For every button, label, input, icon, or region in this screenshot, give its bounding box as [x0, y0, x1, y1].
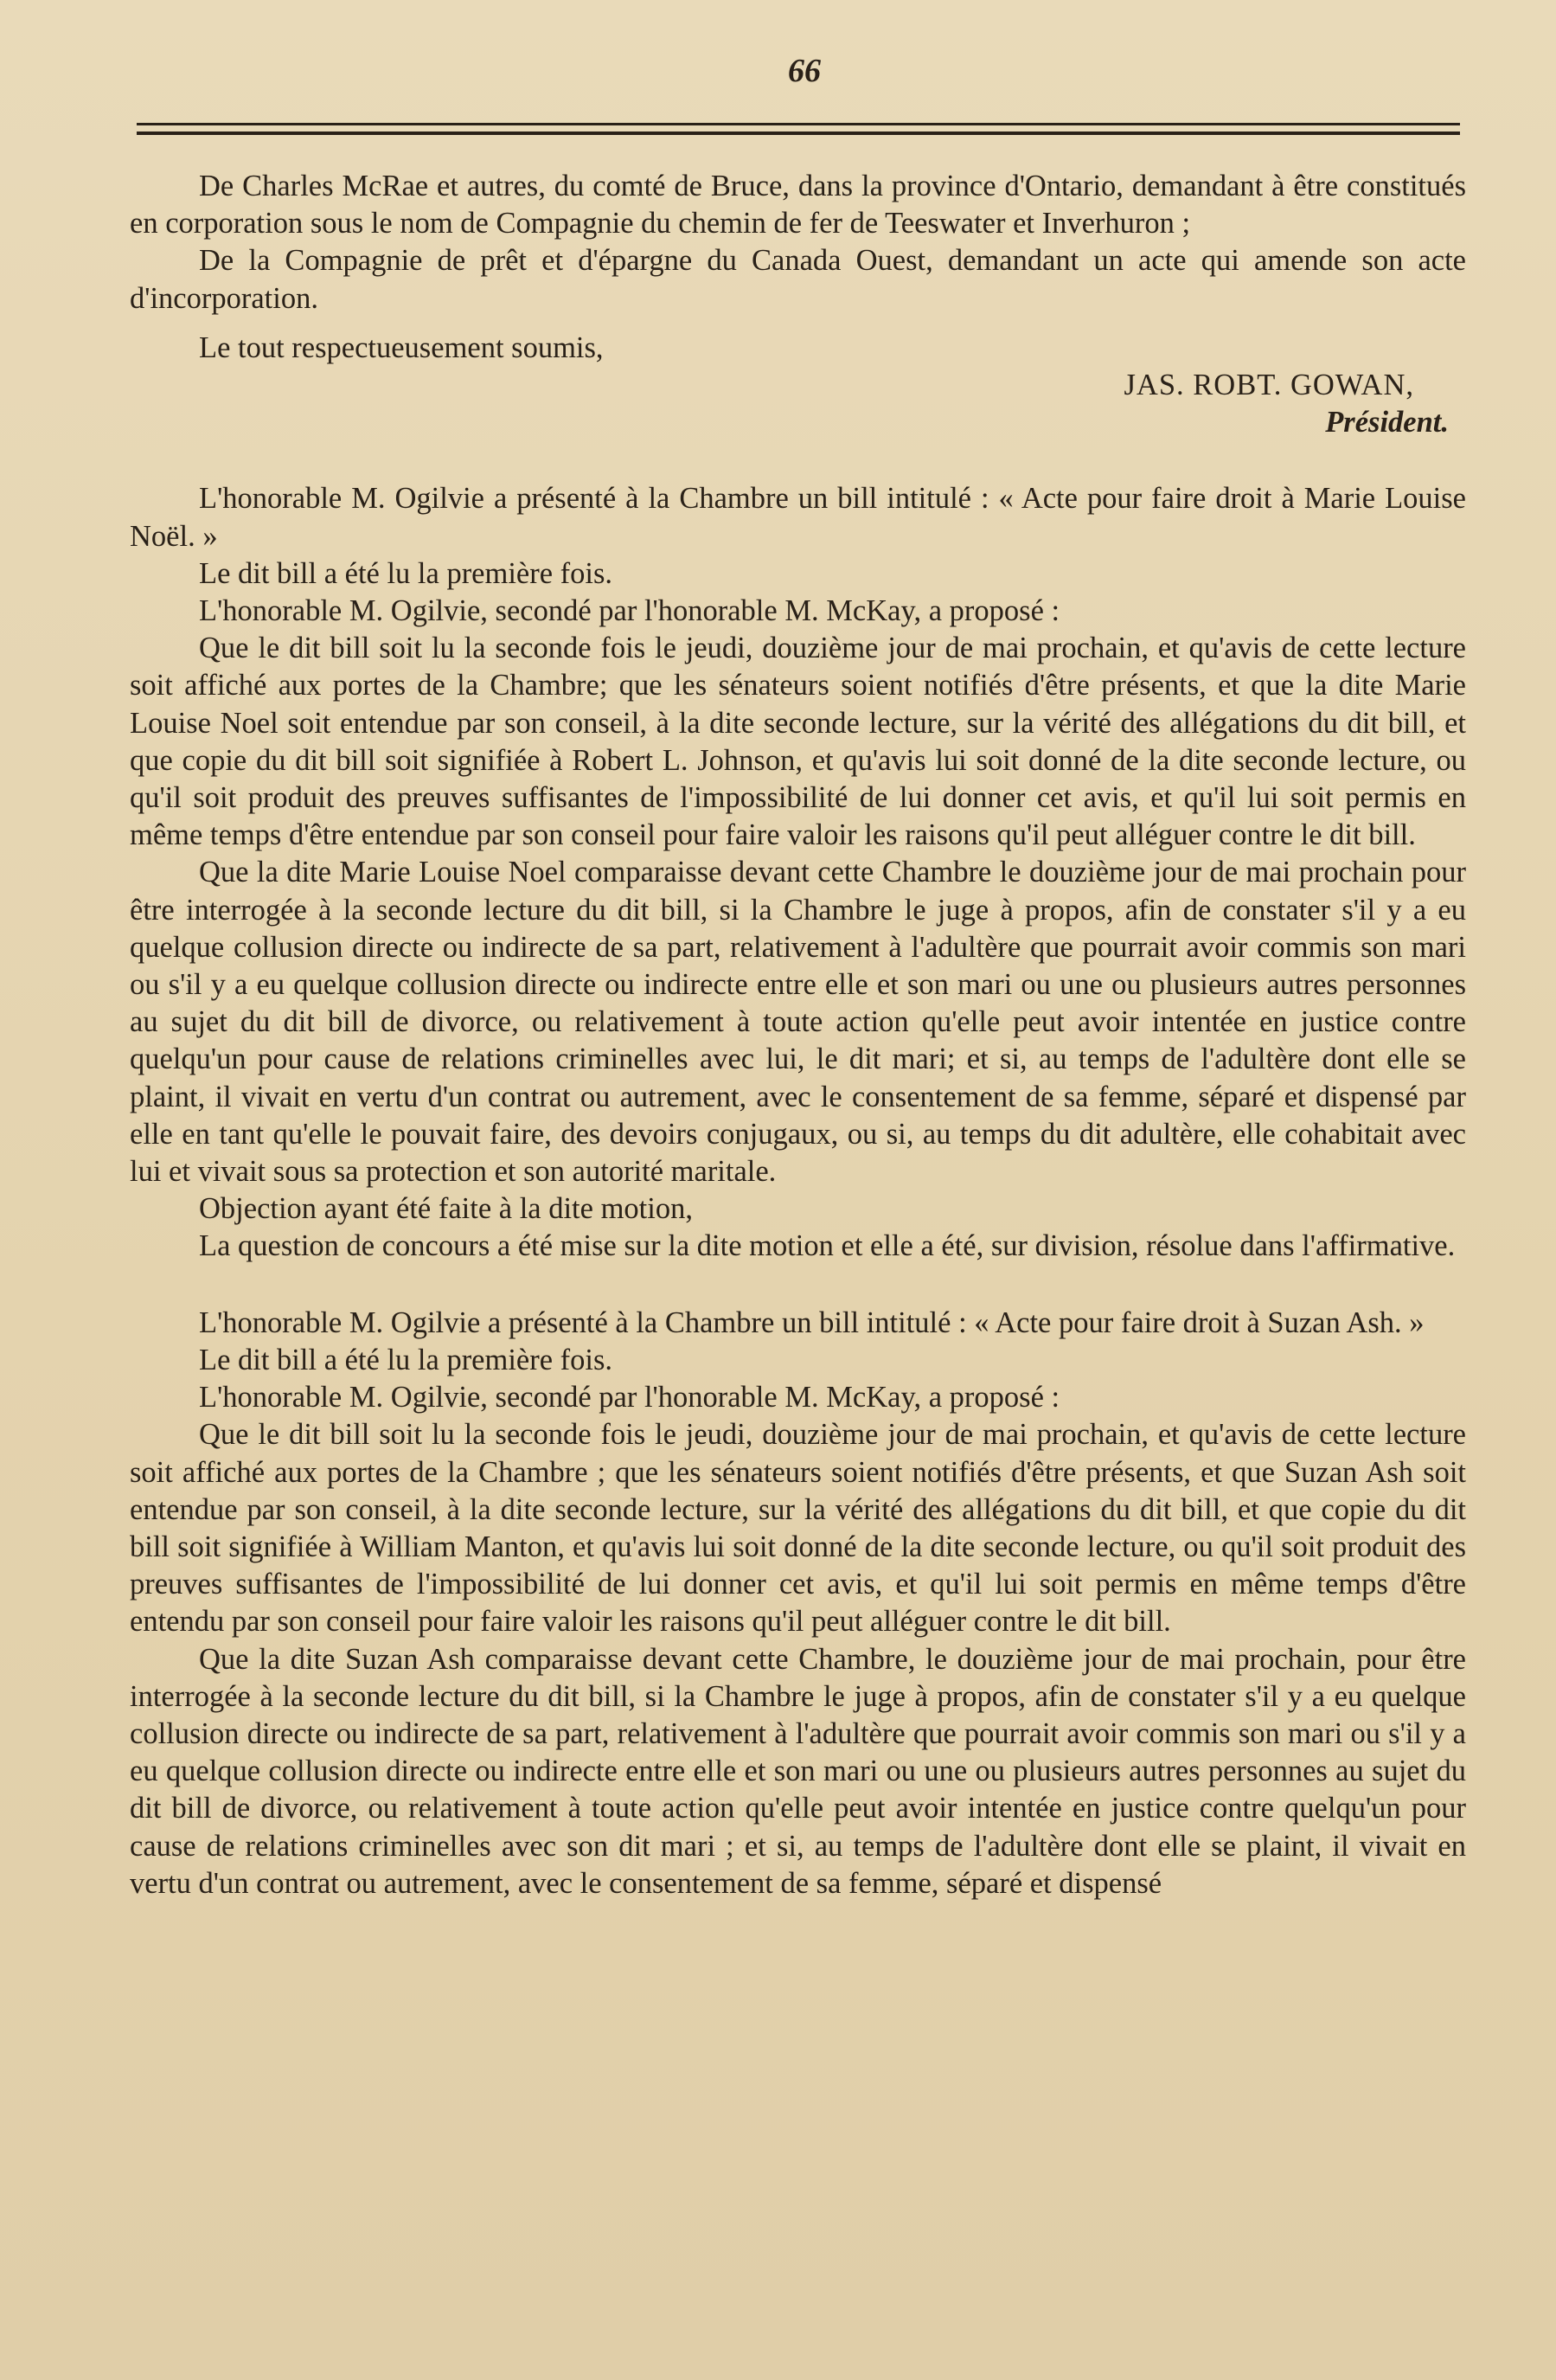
signature-name: JAS. ROBT. GOWAN,: [1124, 369, 1414, 402]
signature-title: Président.: [1325, 406, 1449, 439]
bill-intro: L'honorable M. Ogilvie a présenté à la Chambre un bill intitulé : « Acte pour faire droit à Suzan Ash. »: [199, 1305, 1425, 1339]
motion-paragraph: Que le dit bill soit lu la seconde fois le jeudi, douzième jour de mai prochain, et qu'avis de cette lecture soit affiché aux portes de la Chambre; que les sénateurs soient notifiés d'être présents, et que la dite Marie Louise Noel soit entendue par son conseil, à la dite seconde lecture, sur la vérité des allégations du dit bill, et que copie du dit bill soit signifiée à Robert L. Johnson, et qu'avis lui soit donné de la dite seconde lecture, ou qu'il soit produit des preuves suffisantes de l'impossibilité de lui donner cet avis, et qu'il lui soit permis en même temps d'être entendue par son conseil pour faire valoir les raisons qu'il peut alléguer contre le dit bill.: [130, 632, 1466, 852]
header-rule: [137, 123, 1460, 125]
motion-proposed-line: L'honorable M. Ogilvie, secondé par l'honorable M. McKay, a proposé :: [199, 1381, 1060, 1415]
closing-line: Le tout respectueusement soumis,: [199, 330, 604, 364]
motion-paragraph: Que la dite Marie Louise Noel comparaisse devant cette Chambre le douzième jour de mai prochain pour être interrogée à la seconde lecture du dit bill, si la Chambre le juge à propos, afin de constater s'il y a eu quelque collusion directe ou indirecte de sa part, relativement à l'adultère que pourrait avoir commis son mari ou s'il y a eu quelque collusion directe ou indirecte entre elle et son mari ou une ou plusieurs autres personnes au sujet du dit bill de divorce, ou relativement à toute action qu'elle peut avoir intentée en justice contre quelqu'un pour cause de relations criminelles avec lui, le dit mari; et si, au temps de l'adultère dont elle se plaint, il vivait en vertu d'un contrat ou autrement, avec le consentement de sa femme, séparé et dispensé par elle en tant qu'elle le pouvait faire, des devoirs conjugaux, ou si, au temps du dit adultère, elle cohabitait avec lui et vivait sous sa protection et son autorité maritale.: [130, 856, 1466, 1189]
header-rule-thick: [137, 132, 1460, 135]
motion-paragraph: Que la dite Suzan Ash comparaisse devant cette Chambre, le douzième jour de mai prochain, pour être interrogée à la seconde lecture du dit bill, si la Chambre le juge à propos, afin de constater s'il y a eu quelque collusion directe ou indirecte de sa part, relativement à l'adultère que pourrait avoir commis son mari ou s'il y a eu quelque collusion directe ou indirecte entre elle et son mari ou une ou plusieurs autres personnes au sujet du dit bill de divorce, ou relativement à toute action qu'elle peut avoir intentée en justice contre quelqu'un pour cause de relations criminelles avec son dit mari ; et si, au temps de l'adultère dont elle se plaint, il vivait en vertu d'un contrat ou autrement, avec le consentement de sa femme, séparé et dispensé: [130, 1642, 1466, 1900]
motion-result: La question de concours a été mise sur la dite motion et elle a été, sur division, résolue dans l'affirmative.: [199, 1229, 1456, 1263]
objection-line: Objection ayant été faite à la dite motion,: [199, 1192, 693, 1226]
motion-paragraph: Que le dit bill soit lu la seconde fois le jeudi, douzième jour de mai prochain, et qu'avis de cette lecture soit affiché aux portes de la Chambre ; que les sénateurs soient notifiés d'être présents, et que Suzan Ash soit entendue par son conseil, à la dite seconde lecture, sur la vérité des allégations du dit bill, et que copie du dit bill soit signifiée à William Manton, et qu'avis lui soit donné de la dite seconde lecture, ou qu'il soit produit des preuves suffisantes de l'impossibilité de lui donner cet avis, et qu'il lui soit permis en même temps d'être entendu par son conseil pour faire valoir les raisons qu'il peut alléguer contre le dit bill.: [130, 1418, 1466, 1639]
petition-paragraph: De la Compagnie de prêt et d'épargne du Canada Ouest, demandant un acte qui amende son acte d'incorporation.: [130, 244, 1466, 315]
bill-intro: L'honorable M. Ogilvie a présenté à la Chambre un bill intitulé : « Acte pour faire droit à Marie Louise Noël. »: [130, 482, 1466, 553]
page-body: [130, 168, 1466, 1902]
motion-proposed-line: L'honorable M. Ogilvie, secondé par l'honorable M. McKay, a proposé :: [199, 594, 1060, 628]
first-reading-line: Le dit bill a été lu la première fois.: [199, 556, 613, 590]
petition-paragraph: De Charles McRae et autres, du comté de Bruce, dans la province d'Ontario, demandant à être constitués en corporation sous le nom de Compagnie du chemin de fer de Teeswater et Inverhuron ;: [130, 170, 1466, 241]
first-reading-line: Le dit bill a été lu la première fois.: [199, 1343, 613, 1376]
page-number: 66: [788, 53, 821, 89]
